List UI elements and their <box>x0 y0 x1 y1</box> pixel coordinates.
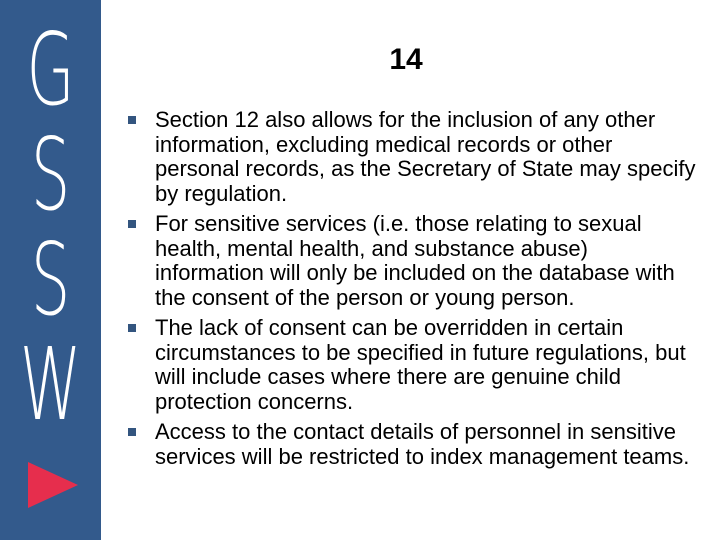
square-bullet-icon <box>128 116 136 124</box>
bullet-item <box>125 212 700 310</box>
logo-letter-s-first: S <box>30 116 71 233</box>
bullet-item <box>125 316 700 414</box>
bullet-text: Access to the contact details of personnel in sensitive services will be restricted to index management teams. <box>155 419 690 469</box>
logo-letter-s-second: S <box>30 221 71 338</box>
bullet-list <box>125 108 700 475</box>
square-bullet-icon <box>128 324 136 332</box>
logo-sidebar <box>0 0 101 540</box>
square-bullet-icon <box>128 220 136 228</box>
logo-letter-g: G <box>26 11 75 128</box>
bullet-text: The lack of consent can be overridden in certain circumstances to be specified in future regulations, but will include cases where there are genuine child protection concerns. <box>155 315 686 414</box>
logo-letter-w: W <box>19 326 82 443</box>
bullet-text: Section 12 also allows for the inclusion of any other information, excluding medical records or other personal records, as the Secretary of State may specify by regulation. <box>155 107 696 206</box>
bullet-item <box>125 108 700 206</box>
play-arrow-icon <box>28 462 78 508</box>
slide-title: 14 <box>389 43 423 76</box>
bullet-item <box>125 420 700 469</box>
square-bullet-icon <box>128 428 136 436</box>
bullet-text: For sensitive services (i.e. those relating to sexual health, mental health, and substance abuse) information will only be included on the database with the consent of the person or young person. <box>155 211 675 310</box>
